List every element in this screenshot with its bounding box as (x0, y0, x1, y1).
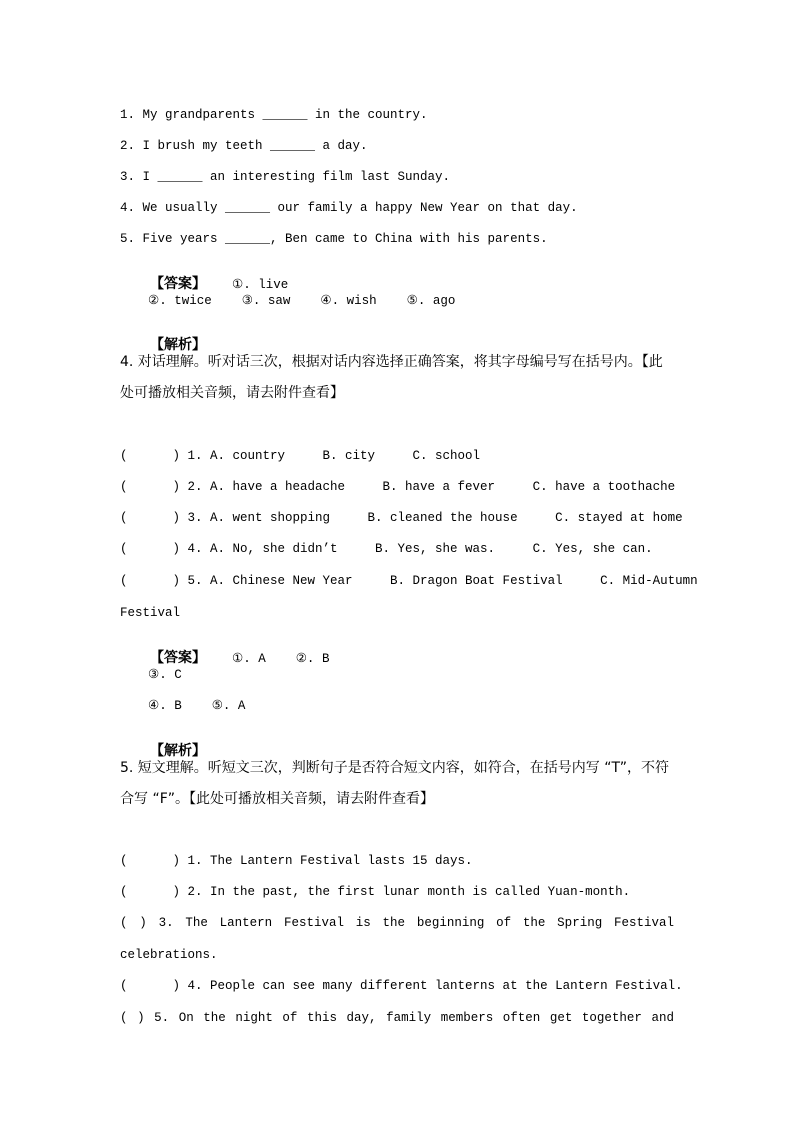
answer-block-section3 (120, 260, 289, 292)
fill-blank-question-1: 1. My grandparents ______ in the country. (120, 108, 428, 122)
section5-instruction-line1: 5. 短文理解。听短文三次，判断句子是否符合短文内容，如符合，在括号内写 “T”，不符 (120, 760, 670, 776)
analysis-label: 【解析】 (150, 337, 207, 353)
passage-question-2: ( ) 2. In the past, the first lunar month is called Yuan-month. (120, 885, 631, 899)
dialogue-question-5-wrap: Festival (120, 606, 181, 620)
answer-items-row2: ③. C (148, 668, 182, 682)
fill-blank-question-5: 5. Five years ______, Ben came to China with his parents. (120, 232, 548, 246)
answer-block-section4 (120, 634, 330, 666)
answer-items-row1: ①. A ②. B (232, 652, 330, 666)
answer-label: 【答案】 (150, 276, 207, 292)
section4-instruction-line2: 处可播放相关音频，请去附件查看】 (120, 385, 344, 401)
analysis-label-section3 (120, 321, 207, 353)
section5-instruction-line2: 合写 “F”。【此处可播放相关音频，请去附件查看】 (120, 791, 435, 807)
answer-items-section3: ②. twice ③. saw ④. wish ⑤. ago (148, 294, 456, 308)
passage-question-1: ( ) 1. The Lantern Festival lasts 15 days. (120, 854, 473, 868)
fill-blank-question-3: 3. I ______ an interesting film last Sunday. (120, 170, 451, 184)
dialogue-question-1: ( ) 1. A. country B. city C. school (120, 449, 481, 463)
passage-question-4: ( ) 4. People can see many different lanterns at the Lantern Festival. (120, 979, 683, 993)
passage-question-3-wrap: celebrations. (120, 948, 218, 962)
passage-question-3: ( ) 3. The Lantern Festival is the beginning of the Spring Festival (120, 916, 674, 930)
analysis-label: 【解析】 (150, 743, 207, 759)
dialogue-question-3: ( ) 3. A. went shopping B. cleaned the house C. stayed at home (120, 511, 683, 525)
dialogue-question-2: ( ) 2. A. have a headache B. have a fever C. have a toothache (120, 480, 676, 494)
fill-blank-question-2: 2. I brush my teeth ______ a day. (120, 139, 368, 153)
passage-question-5: ( ) 5. On the night of this day, family members often get together and (120, 1011, 674, 1025)
dialogue-question-4: ( ) 4. A. No, she didn’t B. Yes, she was. C. Yes, she can. (120, 542, 653, 556)
answer-item-1: ①. live (232, 278, 289, 292)
dialogue-question-5: ( ) 5. A. Chinese New Year B. Dragon Boat Festival C. Mid-Autumn (120, 574, 698, 588)
answer-items-row3: ④. B ⑤. A (148, 699, 246, 713)
analysis-label-section4 (120, 727, 207, 759)
section4-instruction-line1: 4. 对话理解。听对话三次，根据对话内容选择正确答案，将其字母编号写在括号内。【此 (120, 354, 663, 370)
answer-label: 【答案】 (150, 650, 207, 666)
fill-blank-question-4: 4. We usually ______ our family a happy New Year on that day. (120, 201, 578, 215)
